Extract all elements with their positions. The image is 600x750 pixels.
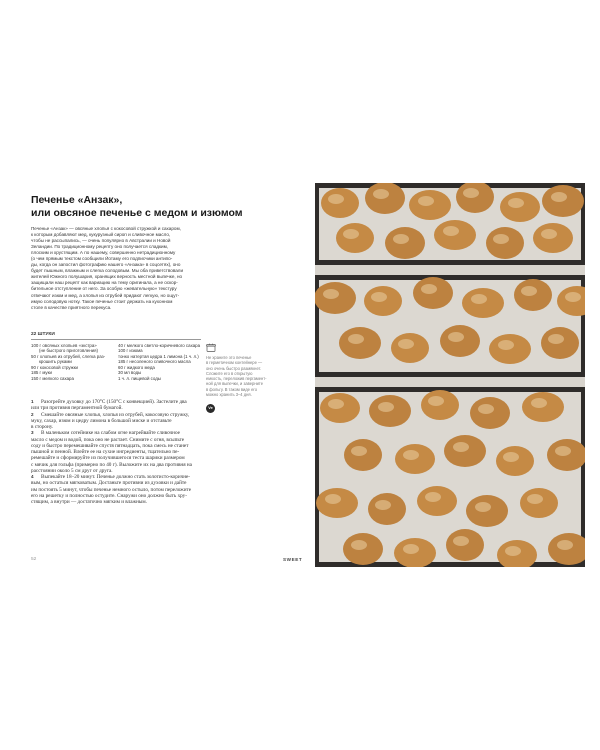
recipe-yield: 22 ШТУКИ (31, 332, 55, 337)
ingredient-item: 90 г кокосовой стружки (31, 364, 78, 370)
cookie-highlight (463, 188, 479, 198)
step-line: масло с медом и водой, пока оно не растает. Снимите с огня, всыпьте (31, 436, 185, 443)
ingredient-item-continuation: крошить руками (39, 359, 72, 365)
cookie-highlight (541, 229, 557, 239)
note-line: ной для выпечки, и заверните (206, 381, 263, 387)
cookie-highlight (551, 192, 567, 202)
intro-line: бительное отступление от него. За особую «жевательную» текстуру (31, 286, 177, 292)
cookie-highlight (443, 226, 459, 236)
cookie-highlight (471, 294, 487, 304)
step-line: им постоять 5 минут, чтобы печенье немного остыло, потом переложите (31, 486, 192, 493)
step-text: Разогрейте духовку до 170°С (150°С с конвекцией). Застелите два (41, 399, 187, 405)
intro-line: чтобы не рассыпались, — очень популярно в Австралии и Новой (31, 238, 171, 244)
cookie-highlight (378, 402, 394, 412)
step-text: В маленьком сотейнике на слабом огне нагрейвайте сливочное (41, 430, 180, 437)
cookie-highlight (421, 284, 437, 294)
ingredient-item: 100 г изюма (118, 348, 143, 354)
ingredient-item: 50 г хлопьев из отрубей, слегка раз- (31, 353, 106, 359)
cookie-highlight (351, 446, 367, 456)
intro-line: Печенье «Анзак» — овсяные хлопья с кокосовой стружкой и сахаром, (31, 226, 181, 231)
cookie-highlight (493, 234, 509, 244)
note-line: Сложите его в открытую (206, 370, 253, 376)
cookie-highlight (478, 404, 494, 414)
cookie-highlight (375, 500, 391, 510)
ingredient-item: 60 г жидкого меда (118, 364, 155, 370)
cookie-highlight (557, 540, 573, 550)
note-line: в герметичном контейнере — (206, 360, 263, 366)
step-line: в сторону. (31, 424, 54, 430)
vegetarian-badge-icon: Ve (206, 404, 215, 413)
ingredient-item: 100 г овсяных хлопьев «экстра» (31, 343, 97, 348)
cookie-highlight (425, 492, 441, 502)
cookie-highlight (398, 339, 414, 349)
cookie-highlight (531, 398, 547, 408)
cookie-highlight (475, 502, 491, 512)
intro-line: (о чем прямым текстом сообщили Йотаму его подписчики антипо- (31, 256, 173, 262)
recipe-title-line-2: или овсяное печенье с медом и изюмом (31, 207, 243, 219)
yield-divider (31, 339, 201, 340)
step-line: его на решетку и полностью остудите. Снаружи оно должно быть хру- (31, 492, 188, 499)
page-number: 52 (31, 557, 37, 562)
intro-line: отвечают изюм и мед, а хлопья из отрубей придают легкую, но ощут- (31, 292, 180, 298)
cookie-highlight (555, 446, 571, 456)
cookie-highlight (351, 540, 367, 550)
cookie-highlight (521, 286, 537, 296)
step-line: ремешайте и сформируйте из получившегося теста шарики размером (31, 455, 185, 462)
cookie-highlight (498, 340, 514, 350)
intro-line: Зеландии. По традиционному рецепту оно получается сладким, (31, 244, 169, 250)
method-steps (31, 399, 207, 505)
cookie-highlight (527, 494, 543, 504)
intro-line: к которым добавляют мед, кукурузный сироп и сливочное масло, (31, 232, 171, 238)
ingredient-item: 150 г мелкого сахара (31, 375, 74, 381)
ingredient-item: тонко натертая цедра 1 лимона (1 ч. л.) (118, 353, 199, 359)
step-line: пышной и пенной. Влейте ее на сухие ингредиенты, тщательно пе- (31, 449, 180, 455)
ingredient-item: 185 г муки (31, 370, 53, 376)
step-number: 4 (31, 474, 34, 479)
step-line: или три противня пергаментной бумагой. (31, 405, 123, 412)
note-line: оно очень быстро размякнет. (206, 365, 262, 371)
ingredients-right-column (118, 343, 218, 381)
cookie-highlight (448, 332, 464, 342)
intro-line: жителей Южного полушария, хранящих верность местной выпечке, но (31, 274, 183, 280)
cookie-highlight (323, 289, 339, 299)
cookie-highlight (393, 234, 409, 244)
section-label: SWEET (283, 557, 303, 562)
step-line: соду и быстро перемешивайте спустя пятнадцать, пока смесь не станет (31, 442, 189, 449)
recipe-title-line-1: Печенье «Анзак», (31, 194, 123, 206)
cookies-photo (315, 183, 585, 567)
note-line: емкость, переложив пергамент- (206, 376, 267, 382)
cookie-highlight (548, 334, 564, 344)
cookie-highlight (373, 189, 389, 199)
ingredient-item: 30 мл воды (118, 370, 142, 376)
step-line: с мячик для гольфа (примерно по 40 г). Выложите их на два противня на (31, 461, 192, 468)
cookie-highlight (371, 292, 387, 302)
intro-line: столе в качестве приятного перекуса. (31, 304, 112, 310)
cookie-highlight (325, 494, 341, 504)
step-number: 1 (31, 399, 34, 404)
note-line: можно хранить 3–4 дня. (206, 392, 252, 398)
cookie-highlight (428, 396, 444, 406)
step-line: расстоянии около 5 см друг от друга. (31, 467, 113, 474)
ingredient-item: 185 г несоленого сливочного масла (118, 359, 191, 365)
note-line: Не храните это печенье (206, 355, 252, 360)
step-text: Выпекайте 18–20 минут. Печенье должно стать золотисто-коричне- (41, 474, 191, 480)
cookie (365, 183, 405, 214)
intro-line: защищали наш рецепт как вариацию на тему оригинала, а не оскор- (31, 280, 178, 286)
cookie-highlight (343, 229, 359, 239)
intro-line: будет пышным, влажным и слегка солодовым. Мы оба приветствовали (31, 268, 184, 274)
cookie-highlight (453, 536, 469, 546)
cookie-highlight (403, 450, 419, 460)
intro-line: ды, когда он запостил фотографию нашего «Анзака» в соцсетях), оно (31, 262, 181, 268)
cookie-highlight (565, 292, 581, 302)
cookie-highlight (348, 334, 364, 344)
storage-note (206, 355, 274, 397)
ingredient-item-continuation: (не быстрого приготовления) (39, 348, 98, 354)
ingredient-item: 1 ч. л. пищевой соды (118, 375, 161, 381)
cookie-highlight (403, 544, 419, 554)
cookie-highlight (508, 198, 524, 208)
step-line: вым, но остаться мягковатым. Достаньте противни из духовки и дайте (31, 480, 187, 487)
cookie-highlight (328, 399, 344, 409)
recipe-intro (31, 226, 293, 311)
step-number: 3 (31, 430, 34, 436)
cookie-highlight (503, 452, 519, 462)
container-icon (206, 343, 216, 352)
cookies-photo-illustration (315, 183, 585, 567)
ingredient-item: 40 г мелкого светло-коричневого сахара (118, 343, 201, 348)
step-line: стящим, а внутри — достаточно мягким и влажным. (31, 499, 147, 505)
intro-line: плоским и хрустящим. А по нашему, совершенно нетрадиционному (31, 250, 176, 256)
intro-line: имую солодовую нотку. Такое печенье стоит держать на кухонном (31, 298, 173, 304)
cookie-highlight (505, 546, 521, 556)
cookie-highlight (418, 196, 434, 206)
step-line: муку, сахар, изюм и цедру лимона в большой миске и отставьте (31, 417, 172, 424)
step-line (31, 412, 207, 418)
step-text: Смешайте овсяные хлопья, хлопья из отрубей, кокосовую стружку, (41, 411, 190, 418)
step-number: 2 (31, 411, 34, 417)
cookie-highlight (328, 194, 344, 204)
note-line: в фольгу. В таком виде его (206, 386, 258, 392)
cookie-highlight (453, 442, 469, 452)
recipe-title (31, 194, 291, 220)
